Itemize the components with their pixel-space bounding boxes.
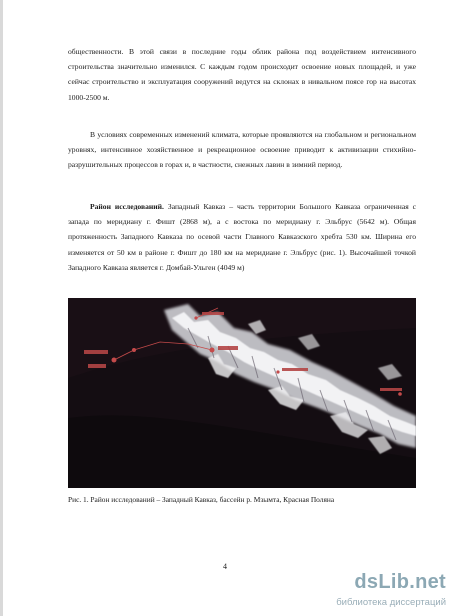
satellite-map-graphic [68, 298, 416, 488]
study-area-heading: Район исследований. [90, 202, 164, 211]
page-number: 4 [223, 562, 227, 571]
watermark-site: dsLib.net [354, 571, 446, 593]
watermark-tagline: библиотека диссертаций [336, 597, 446, 608]
watermark-logo[interactable] [303, 571, 448, 615]
satellite-image [68, 298, 416, 488]
page-edge [0, 0, 3, 616]
study-area-text: Западный Кавказ – часть территории Большого Кавказа ограниченная с запада по меридиану г. Фишт (2868 м), а с востока по меридиану г. Эльбрус (5642 м). Общая протяженность Западного Кавказа по осевой части Главного Кавказского хребта 530 км. Ширина его изменяется от 50 км в районе г. Фишт до 180 км на меридиане г. Эльбрус (рис. 1). Высочайшей точкой Западного Кавказа является г. Домбай-Ульген (4049 м) [68, 202, 416, 272]
paragraph-1: общественности. В этой связи в последние годы облик района под воздействием интенсивного строительства значительно изменился. С каждым годом происходит освоение новых площадей, и уже сейчас строительство и эксплуатация сооружений ведутся на склонах в нивальном поясе гор на высотах 1000-2500 м. [68, 47, 416, 102]
paragraph-3 [68, 199, 416, 275]
paragraph-2: В условиях современных изменений климата, которые проявляются на глобальном и региональном уровнях, интенсивное хозяйственное и рекреационное освоение приводит к активизации стихийно-разрушительных процессов в горах и, в частности, снежных лавин в зимний период. [68, 130, 416, 170]
figure-caption: Рис. 1. Район исследований – Западный Кавказ, бассейн р. Мзымта, Красная Поляна [68, 495, 335, 504]
